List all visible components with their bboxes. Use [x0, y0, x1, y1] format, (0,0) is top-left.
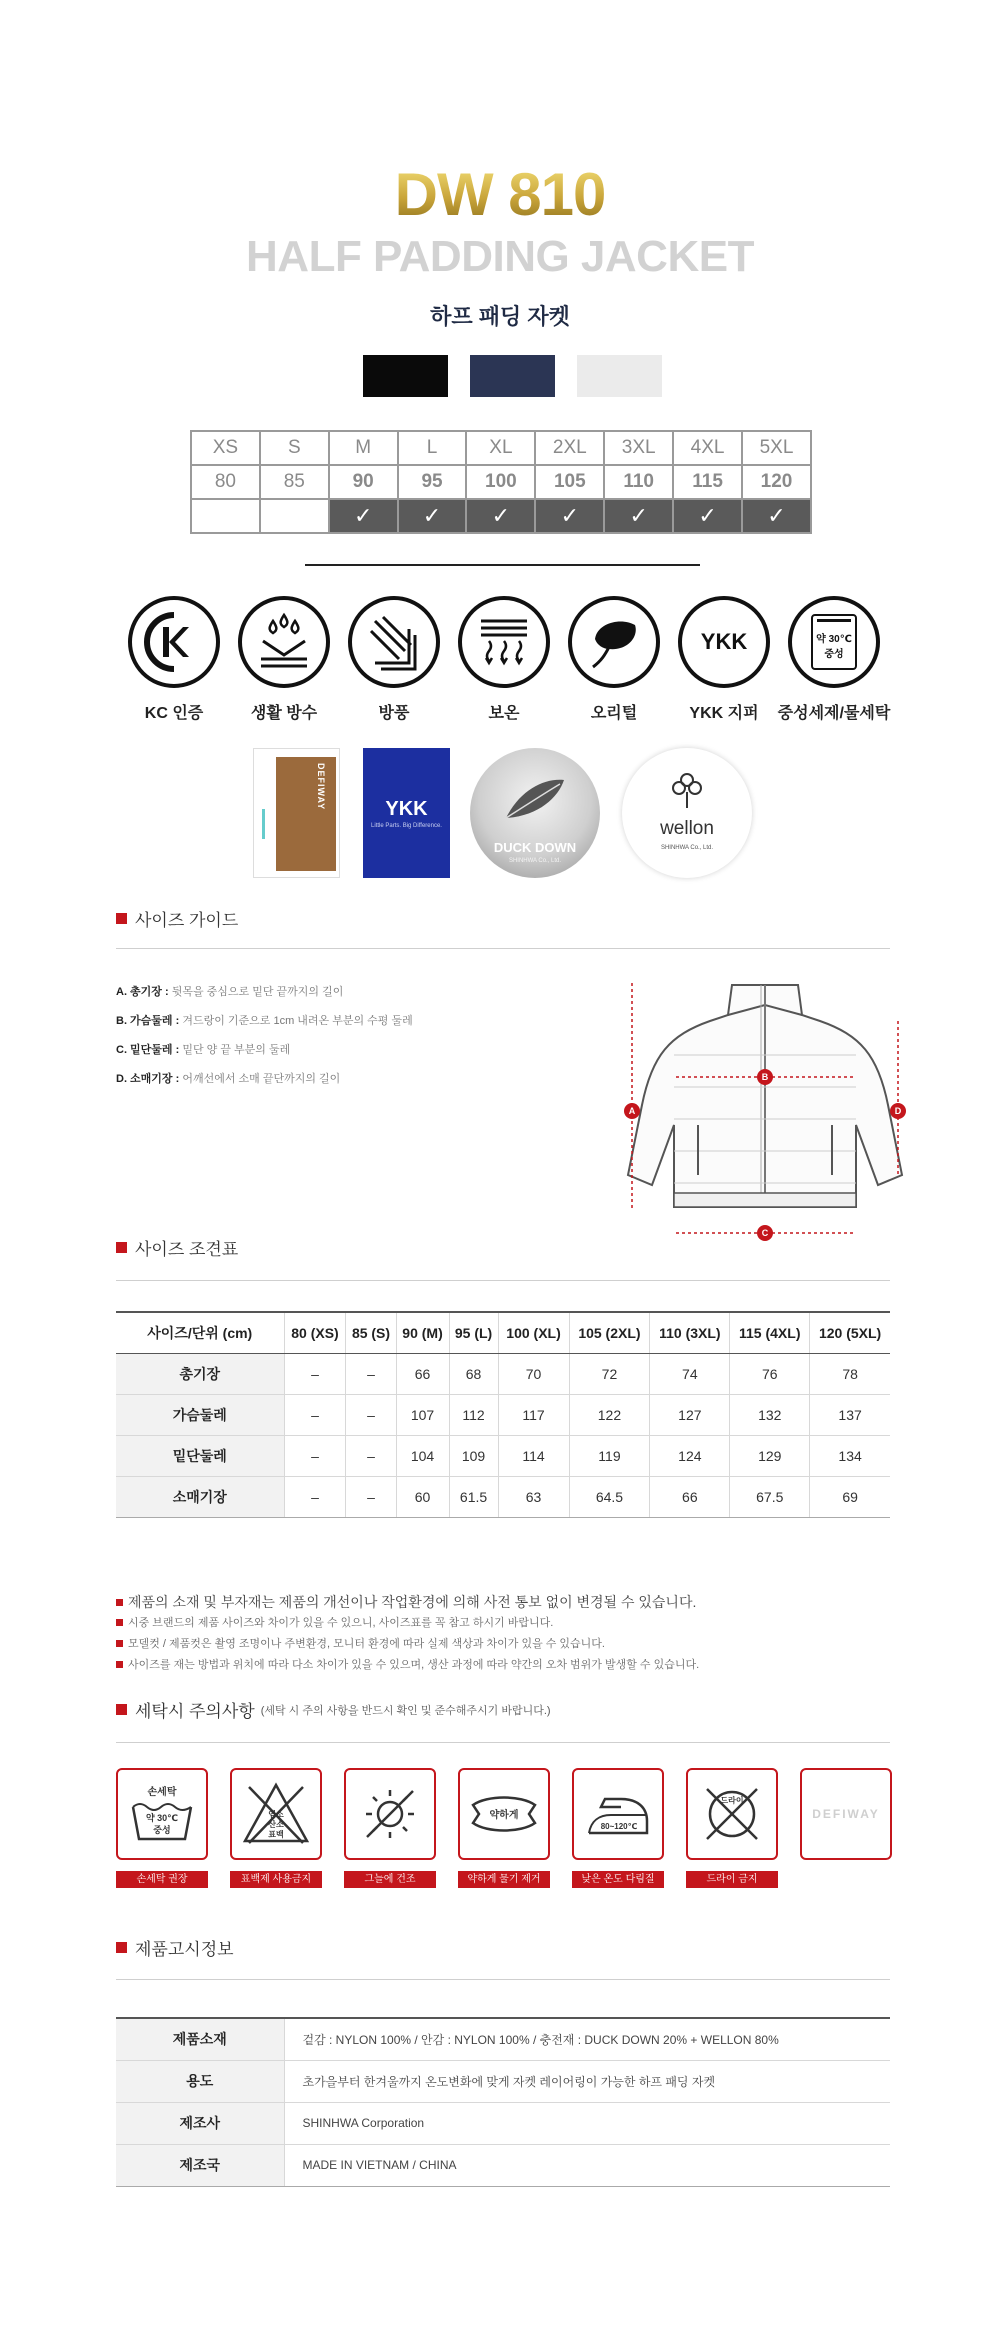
product-subtitle-en: HALF PADDING JACKET [246, 232, 754, 281]
table-cell: 63 [498, 1476, 569, 1517]
table-cell: – [284, 1353, 346, 1394]
table-cell: 60 [396, 1476, 449, 1517]
neutral-detergent-icon: 약 30℃ 중성 [788, 596, 880, 688]
size-chart-header: 95 (L) [449, 1312, 498, 1353]
notice-line: 사이즈를 재는 방법과 위치에 따라 다소 차이가 있을 수 있으며, 생산 과정에 따라 약간의 오차 범위가 발생할 수 있습니다. [116, 1656, 699, 1672]
row-label: 소매기장 [116, 1476, 284, 1517]
header-divider [305, 564, 700, 566]
section-title-size-chart: 사이즈 조견표 [116, 1235, 238, 1260]
section-marker [116, 1942, 127, 1953]
section-rule [116, 1979, 890, 1980]
check-icon: ✓ [742, 499, 811, 533]
table-row [116, 1353, 890, 1394]
svg-text:염소: 염소 [268, 1810, 284, 1819]
size-guide-item: B. 가슴둘레 : 겨드랑이 기준으로 1cm 내려온 부분의 수평 둘레 [116, 1015, 413, 1027]
table-cell: 124 [650, 1435, 730, 1476]
size-label: M [329, 431, 398, 465]
product-subtitle-ko: 하프 패딩 자켓 [430, 304, 570, 329]
gentle-wring-icon [458, 1768, 550, 1860]
duck-down-badge: DUCK DOWN SHINHWA Co., Ltd. [470, 748, 600, 878]
size-number: 95 [398, 465, 467, 499]
svg-text:중성: 중성 [153, 1825, 171, 1835]
size-number: 90 [329, 465, 398, 499]
check-icon: ✓ [535, 499, 604, 533]
info-value: 겉감 : NYLON 100% / 안감 : NYLON 100% / 충전재 : DUCK DOWN 20% + WELLON 80% [284, 2018, 890, 2060]
svg-text:손세탁: 손세탁 [147, 1787, 177, 1798]
feature-label: 방풍 [378, 705, 410, 722]
section-rule [116, 1280, 890, 1281]
svg-text:80~120℃: 80~120℃ [600, 1822, 638, 1831]
size-label: 2XL [535, 431, 604, 465]
feature-label: 오리털 [590, 705, 638, 722]
section-marker [116, 1704, 127, 1715]
care-label: 손세탁 권장 [116, 1871, 208, 1888]
measure-marker-b: B [757, 1069, 773, 1085]
measure-marker-a: A [624, 1103, 640, 1119]
info-value: 초가을부터 한겨울까지 온도변화에 맞게 자켓 레이어링이 가능한 하프 패딩 자켓 [284, 2060, 890, 2102]
size-number: 110 [604, 465, 673, 499]
feature-label: 중성세제/물세탁 [777, 705, 891, 722]
care-label: 표백제 사용금지 [230, 1871, 322, 1888]
size-empty-cell [260, 499, 329, 533]
size-guide-item: C. 밑단둘레 : 밑단 양 끝 부분의 둘레 [116, 1044, 291, 1056]
table-cell: 119 [569, 1435, 650, 1476]
table-cell: 114 [498, 1435, 569, 1476]
table-cell: 66 [396, 1353, 449, 1394]
care-label: 드라이 금지 [686, 1871, 778, 1888]
table-row [116, 2018, 890, 2060]
size-label: S [260, 431, 329, 465]
table-cell: – [284, 1435, 346, 1476]
size-availability-table [190, 430, 812, 534]
size-label: 5XL [742, 431, 811, 465]
product-info-table [116, 2017, 890, 2187]
info-value: MADE IN VIETNAM / CHINA [284, 2144, 890, 2186]
table-cell: – [346, 1353, 396, 1394]
defiway-logo-icon: DEFIWAY [800, 1768, 892, 1860]
section-marker [116, 913, 127, 924]
table-cell: 137 [810, 1394, 890, 1435]
table-row [116, 2060, 890, 2102]
feature-label: 보온 [488, 705, 520, 722]
table-cell: 72 [569, 1353, 650, 1394]
size-label: XL [466, 431, 535, 465]
table-cell: 132 [730, 1394, 810, 1435]
table-cell: 70 [498, 1353, 569, 1394]
size-guide-item: A. 총기장 : 뒷목을 중심으로 밑단 끝까지의 길이 [116, 986, 344, 998]
section-title-care: 세탁시 주의사항 (세탁 시 주의 사항을 반드시 확인 및 준수해주시기 바랍니다.) [116, 1697, 551, 1722]
color-swatch-black[interactable] [363, 355, 448, 397]
table-cell: 67.5 [730, 1476, 810, 1517]
table-cell: 134 [810, 1435, 890, 1476]
size-number: 85 [260, 465, 329, 499]
table-cell: 61.5 [449, 1476, 498, 1517]
table-cell: 122 [569, 1394, 650, 1435]
notice-line: 제품의 소재 및 부자재는 제품의 개선이나 작업환경에 의해 사전 통보 없이 변경될 수 있습니다. [116, 1592, 696, 1612]
hand-wash-icon [116, 1768, 208, 1860]
windproof-icon [348, 596, 440, 688]
feature-label: KC 인증 [144, 705, 204, 722]
ykk-tag-image: YKK Little Parts. Big Difference. [363, 748, 450, 878]
notice-line: 모델컷 / 제품컷은 촬영 조명이나 주변환경, 모니터 환경에 따라 실제 색상과 차이가 있을 수 있습니다. [116, 1635, 605, 1651]
svg-text:약하게: 약하게 [489, 1810, 519, 1821]
table-row [116, 2102, 890, 2144]
size-chart-header: 120 (5XL) [810, 1312, 890, 1353]
table-row [116, 2144, 890, 2186]
row-label: 총기장 [116, 1353, 284, 1394]
table-cell: 68 [449, 1353, 498, 1394]
size-chart-header: 사이즈/단위 (cm) [116, 1312, 284, 1353]
table-cell: 76 [730, 1353, 810, 1394]
size-number: 100 [466, 465, 535, 499]
size-chart-header: 100 (XL) [498, 1312, 569, 1353]
table-cell: 107 [396, 1394, 449, 1435]
kc-certification-icon [128, 596, 220, 688]
table-cell: 112 [449, 1394, 498, 1435]
no-bleach-icon [230, 1768, 322, 1860]
defiway-hangtag-image: DEFIWAY [253, 748, 340, 878]
wellon-badge: wellon SHINHWA Co., Ltd. [622, 748, 752, 878]
size-number: 80 [191, 465, 260, 499]
check-icon: ✓ [329, 499, 398, 533]
section-title-size-guide: 사이즈 가이드 [116, 906, 238, 931]
table-row [116, 1435, 890, 1476]
table-cell: 109 [449, 1435, 498, 1476]
table-row [116, 1394, 890, 1435]
check-icon: ✓ [673, 499, 742, 533]
info-key: 제조사 [116, 2102, 284, 2144]
measure-marker-c: C [757, 1225, 773, 1241]
table-cell: – [284, 1394, 346, 1435]
feature-label: 생활 방수 [250, 705, 318, 722]
row-label: 가슴둘레 [116, 1394, 284, 1435]
svg-text:산소: 산소 [268, 1820, 284, 1829]
shade-dry-icon [344, 1768, 436, 1860]
ykk-logo-icon: YKK [678, 596, 770, 688]
size-chart-header: 85 (S) [346, 1312, 396, 1353]
no-dry-clean-icon [686, 1768, 778, 1860]
duck-feather-icon [568, 596, 660, 688]
size-chart-header: 115 (4XL) [730, 1312, 810, 1353]
table-cell: – [284, 1476, 346, 1517]
info-value: SHINHWA Corporation [284, 2102, 890, 2144]
section-rule [116, 948, 890, 949]
size-label: 4XL [673, 431, 742, 465]
table-cell: 129 [730, 1435, 810, 1476]
care-label: 그늘에 건조 [344, 1871, 436, 1888]
feature-label: YKK 지퍼 [689, 705, 759, 722]
table-cell: 69 [810, 1476, 890, 1517]
size-label: XS [191, 431, 260, 465]
table-cell: – [346, 1476, 396, 1517]
size-empty-cell [191, 499, 260, 533]
section-marker [116, 1242, 127, 1253]
table-cell: 74 [650, 1353, 730, 1394]
table-cell: 64.5 [569, 1476, 650, 1517]
check-icon: ✓ [398, 499, 467, 533]
care-label: 약하게 물기 제거 [458, 1871, 550, 1888]
low-iron-icon [572, 1768, 664, 1860]
info-key: 제품소재 [116, 2018, 284, 2060]
waterproof-icon [238, 596, 330, 688]
table-cell: – [346, 1394, 396, 1435]
size-chart-header: 90 (M) [396, 1312, 449, 1353]
size-label: 3XL [604, 431, 673, 465]
svg-text:표백: 표백 [268, 1830, 284, 1839]
jacket-measurement-diagram [620, 975, 910, 1245]
info-key: 제조국 [116, 2144, 284, 2186]
warmth-icon [458, 596, 550, 688]
size-guide-item: D. 소매기장 : 어깨선에서 소매 끝단까지의 길이 [116, 1073, 341, 1085]
section-rule [116, 1742, 890, 1743]
svg-text:약 30℃: 약 30℃ [145, 1813, 179, 1823]
svg-text:드라이: 드라이 [720, 1796, 744, 1805]
info-key: 용도 [116, 2060, 284, 2102]
color-swatch-lightgray[interactable] [577, 355, 662, 397]
row-label: 밑단둘레 [116, 1435, 284, 1476]
size-number: 120 [742, 465, 811, 499]
notice-line: 시중 브랜드의 제품 사이즈와 차이가 있을 수 있으니, 사이즈표를 꼭 참고 하시기 바랍니다. [116, 1614, 553, 1630]
size-label: L [398, 431, 467, 465]
size-chart-header: 80 (XS) [284, 1312, 346, 1353]
table-cell: 127 [650, 1394, 730, 1435]
size-number: 105 [535, 465, 604, 499]
model-title: DW 810 [394, 161, 606, 228]
section-title-product-info: 제품고시정보 [116, 1935, 234, 1960]
table-cell: 104 [396, 1435, 449, 1476]
care-label: 낮은 온도 다림질 [572, 1871, 664, 1888]
table-cell: 78 [810, 1353, 890, 1394]
measure-marker-d: D [890, 1103, 906, 1119]
size-chart-header: 105 (2XL) [569, 1312, 650, 1353]
size-chart-table [116, 1311, 890, 1518]
table-row [116, 1476, 890, 1517]
check-icon: ✓ [466, 499, 535, 533]
size-chart-header: 110 (3XL) [650, 1312, 730, 1353]
color-swatch-navy[interactable] [470, 355, 555, 397]
check-icon: ✓ [604, 499, 673, 533]
size-number: 115 [673, 465, 742, 499]
table-cell: 66 [650, 1476, 730, 1517]
table-cell: 117 [498, 1394, 569, 1435]
table-cell: – [346, 1435, 396, 1476]
